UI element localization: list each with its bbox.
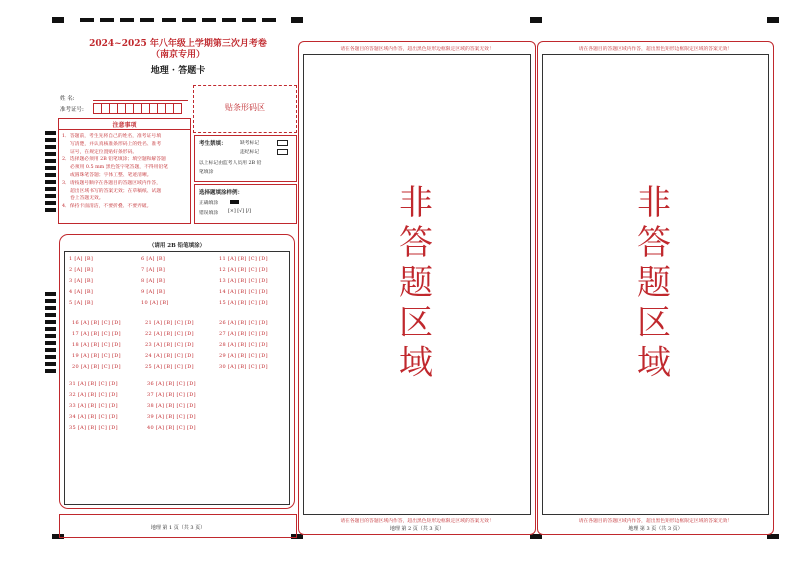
non-answer-char: 题 <box>399 263 433 303</box>
choice-question[interactable]: 33 [A] [B] [C] [D] <box>69 403 118 409</box>
choice-question[interactable]: 22 [A] [B] [C] [D] <box>145 331 194 337</box>
notice-item: 写清楚，并认真核准条形码上的姓名、准考 <box>70 141 162 147</box>
choice-question[interactable]: 39 [A] [B] [C] [D] <box>147 414 196 420</box>
absent-label: 缺考标记 <box>240 141 260 146</box>
exam-status-label: 考生禁填： <box>199 141 227 147</box>
choice-question[interactable]: 36 [A] [B] [C] [D] <box>147 381 196 387</box>
choice-question[interactable]: 17 [A] [B] [C] [D] <box>72 331 121 337</box>
choice-question[interactable]: 3 [A] [B] <box>69 278 94 284</box>
choice-question[interactable]: 26 [A] [B] [C] [D] <box>219 320 268 326</box>
choice-question[interactable]: 8 [A] [B] <box>141 278 166 284</box>
choice-question[interactable]: 32 [A] [B] [C] [D] <box>69 392 118 398</box>
choice-question[interactable]: 31 [A] [B] [C] [D] <box>69 381 118 387</box>
choice-question[interactable]: 5 [A] [B] <box>69 300 94 306</box>
violation-label: 违纪标记 <box>240 150 260 155</box>
non-answer-char: 域 <box>637 343 671 383</box>
choice-question[interactable]: 10 [A] [B] <box>141 300 169 306</box>
timing-mark <box>202 18 216 22</box>
choice-question[interactable]: 2 [A] [B] <box>69 267 94 273</box>
choice-question[interactable]: 6 [A] [B] <box>141 256 166 262</box>
timing-mark <box>120 18 134 22</box>
status-note: 以上标记由监考人员用 2B 铅 <box>199 161 262 166</box>
choice-question[interactable]: 21 [A] [B] [C] [D] <box>145 320 194 326</box>
timing-mark <box>162 18 176 22</box>
choice-question[interactable]: 20 [A] [B] [C] [D] <box>72 364 121 370</box>
notice-item: 或圆珠笔答题；字体工整、笔迹清晰。 <box>70 172 152 178</box>
status-note: 笔填涂 <box>199 170 214 175</box>
choice-question[interactable]: 27 [A] [B] [C] [D] <box>219 331 268 337</box>
non-answer-char: 非 <box>399 183 433 223</box>
choice-question[interactable]: 13 [A] [B] [C] [D] <box>219 278 268 284</box>
name-label: 姓 名: <box>60 96 75 102</box>
choice-question[interactable]: 25 [A] [B] [C] [D] <box>145 364 194 370</box>
notice-list <box>62 133 168 211</box>
timing-mark <box>52 17 64 23</box>
timing-mark <box>530 534 542 539</box>
choice-question[interactable]: 23 [A] [B] [C] [D] <box>145 342 194 348</box>
notice-item: 2．选择题必须用 2B 铅笔填涂；填空题和解答题 <box>62 157 166 163</box>
timing-mark <box>767 17 779 23</box>
timing-mark <box>262 18 276 22</box>
timing-mark <box>80 18 94 22</box>
page2-footer: 地理 第 2 页（共 3 页） <box>389 526 445 532</box>
choice-question[interactable]: 1 [A] [B] <box>69 256 94 262</box>
name-line[interactable] <box>93 100 188 101</box>
non-answer-char: 答 <box>399 223 433 263</box>
choice-question[interactable]: 29 [A] [B] [C] [D] <box>219 353 268 359</box>
timing-mark <box>100 18 114 22</box>
notice-item: 证号，在规定位置贴好条形码。 <box>70 149 138 155</box>
choice-question[interactable]: 15 [A] [B] [C] [D] <box>219 300 268 306</box>
correct-fill-sample <box>230 200 239 204</box>
panel2-warning-top: 请在各题目的答题区域内作答，超出黑色矩形边框限定区域的答案无效！ <box>340 47 494 52</box>
timing-mark <box>242 18 256 22</box>
panel3-warning-bottom: 请在各题目的答题区域内作答，超出黑色矩形边框限定区域的答案无效！ <box>578 519 733 524</box>
id-grid[interactable] <box>93 103 181 114</box>
choice-question[interactable]: 38 [A] [B] [C] [D] <box>147 403 196 409</box>
timing-mark <box>222 18 236 22</box>
choice-question[interactable]: 7 [A] [B] <box>141 267 166 273</box>
id-label: 准考证号: <box>60 107 84 113</box>
choice-question[interactable]: 4 [A] [B] <box>69 289 94 295</box>
choice-question[interactable]: 30 [A] [B] [C] [D] <box>219 364 268 370</box>
page1-footer: 地理 第 1 页（共 3 页） <box>150 525 206 531</box>
choice-question[interactable]: 24 [A] [B] [C] [D] <box>145 353 194 359</box>
absent-checkbox[interactable] <box>277 140 288 146</box>
non-answer-char: 非 <box>637 183 671 223</box>
notice-item: 4．保持卡面清洁，不要折叠、不要弄破。 <box>62 204 152 210</box>
exam-subtitle: （南京专用） <box>150 50 205 60</box>
barcode-label: 贴条形码区 <box>225 103 265 112</box>
choice-question[interactable]: 14 [A] [B] [C] [D] <box>219 289 268 295</box>
violation-checkbox[interactable] <box>277 149 288 155</box>
fill-sample-title: 选择题填涂样例： <box>199 190 244 196</box>
choice-question[interactable]: 35 [A] [B] [C] [D] <box>69 425 118 431</box>
choice-question[interactable]: 16 [A] [B] [C] [D] <box>72 320 121 326</box>
choice-question[interactable]: 12 [A] [B] [C] [D] <box>219 267 268 273</box>
non-answer-char: 题 <box>637 263 671 303</box>
page3-footer: 地理 第 3 页（共 3 页） <box>628 526 683 532</box>
panel3-warning-top: 请在各题目的答题区域内作答，超出黑色矩形边框限定区域的答案无效！ <box>578 47 733 52</box>
choice-question[interactable]: 18 [A] [B] [C] [D] <box>72 342 121 348</box>
notice-item: 卷上答题无效。 <box>70 196 104 202</box>
choice-question[interactable]: 28 [A] [B] [C] [D] <box>219 342 268 348</box>
wrong-label: 错误填涂 <box>199 211 219 216</box>
timing-mark <box>291 17 303 23</box>
timing-mark <box>530 17 542 23</box>
timing-mark <box>182 18 196 22</box>
choice-question[interactable]: 40 [A] [B] [C] [D] <box>147 425 196 431</box>
card-subject: 地理 · 答题卡 <box>150 66 206 76</box>
panel2-warning-bottom: 请在各题目的答题区域内作答，超出黑色矩形边框限定区域的答案无效！ <box>340 519 494 524</box>
notice-item: 1．答题前，考生先将自己的姓名，准考证号填 <box>62 134 161 139</box>
choice-question[interactable]: 9 [A] [B] <box>141 289 166 295</box>
choice-question[interactable]: 37 [A] [B] [C] [D] <box>147 392 196 398</box>
timing-mark <box>140 18 154 22</box>
non-answer-char: 区 <box>637 303 671 343</box>
non-answer-char: 答 <box>637 223 671 263</box>
wrong-marks: [×] [√] [/] <box>228 209 251 214</box>
notice-item: 超出区域书写的答案无效；在草稿纸、试题 <box>70 188 162 194</box>
correct-label: 正确填涂 <box>199 201 219 206</box>
notice-item: 必须用 0.5 mm 黑色签字笔答题，不得用铅笔 <box>70 165 169 171</box>
notice-item: 3．请按题号顺序在各题目的答题区域内作答， <box>62 180 161 186</box>
choice-question[interactable]: 11 [A] [B] [C] [D] <box>219 256 268 262</box>
choice-question[interactable]: 34 [A] [B] [C] [D] <box>69 414 118 420</box>
non-answer-char: 区 <box>399 303 433 343</box>
choice-question[interactable]: 19 [A] [B] [C] [D] <box>72 353 121 359</box>
notice-title: 注意事项 <box>112 122 137 129</box>
non-answer-char: 域 <box>399 343 433 383</box>
choice-title: （请用 2B 铅笔填涂） <box>148 243 206 249</box>
notice-divider <box>58 129 191 130</box>
exam-title: 2024~2025 年八年级上学期第三次月考卷 <box>89 39 267 49</box>
